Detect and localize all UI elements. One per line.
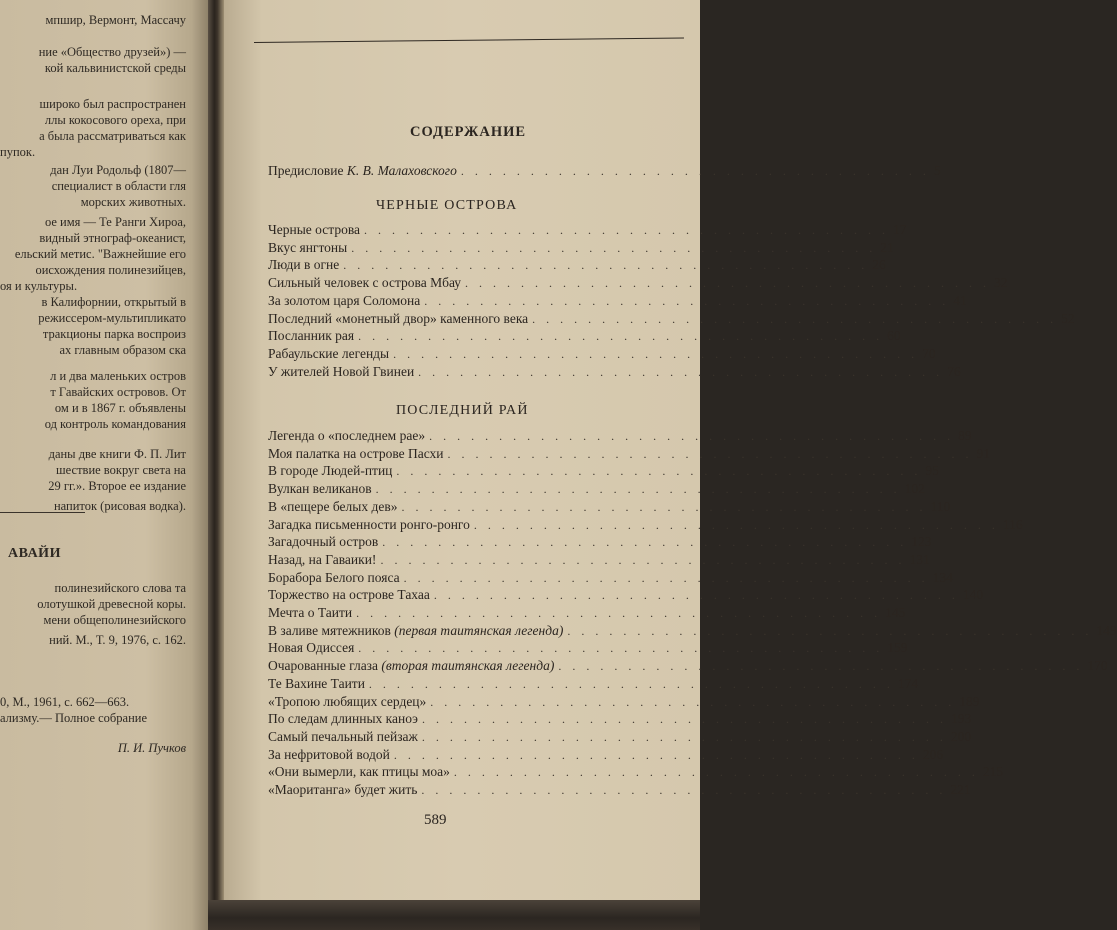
toc-entry (268, 481, 925, 498)
text-line: полинезийского слова та (54, 581, 186, 595)
leader-dots: . . . . . . . . . . . . . . . . . . . . . . . . . . . . . . . . . . . . . . (567, 623, 1093, 638)
toc-entry-title (268, 428, 425, 444)
page-number: 589 (424, 812, 447, 828)
toc-entry-text: За золотом царя Соломона (268, 292, 421, 308)
toc-entry-title (268, 293, 420, 309)
toc-entry-page: 145 (885, 605, 906, 620)
toc-entry-page: 221 (950, 782, 971, 797)
leader-dots: . . . . . . . . . . . . . . . . . . . . . . . . . . . . . . . . . . . . . . (401, 499, 927, 514)
toc-entry (268, 711, 972, 728)
leader-dots: . . . . . . . . . . . . . . . . . . . . . . . . . . . . . . . . . . . . . . (447, 446, 973, 461)
toc-entry (268, 534, 932, 551)
toc-entry (268, 428, 972, 445)
toc-entry-text: Борабора Белого пояса (268, 569, 400, 585)
toc-entry-page: 159 (887, 640, 908, 656)
toc-entry-title (268, 346, 389, 362)
leader-dots: . . . . . . . . . . . . . . . . . . . . . . . . . . . . . . . . . . . . . . (393, 747, 919, 762)
author-signature: П. И. Пучков (117, 741, 186, 755)
toc-entry-title (268, 676, 365, 692)
toc-entry-title (268, 570, 400, 586)
toc-entry-page: 26 (872, 257, 886, 273)
leader-dots: . . . . . . . . . . . . . . . . . . . . . . . . . . . . . . . . . . . . . . (343, 258, 869, 273)
toc-entry-page: 206 (922, 746, 944, 762)
book-cover-edge (208, 900, 700, 930)
toc-entry-text: Мечта о Таити (268, 605, 353, 620)
section-heading: АВАЙИ (8, 546, 61, 561)
toc-entry (268, 728, 972, 746)
toc-entry-page: 140 (962, 587, 984, 603)
toc-entry (268, 310, 1075, 328)
leader-dots: . . . . . . . . . . . . . . . . . . . . . . . . . . . . . . . . . . . . . . (368, 676, 894, 691)
toc-entry-page: 76 (947, 363, 961, 379)
toc-entry-title (268, 782, 417, 798)
section-title-last-paradise: ПОСЛЕДНИЙ РАЙ (396, 403, 529, 418)
text-line: ние «Общество друзей») — (38, 45, 186, 59)
toc-entry-page: 89 (958, 428, 972, 443)
text-line: ельский метис. "Важнейшие его (14, 247, 186, 261)
toc-entry-title (268, 517, 470, 533)
right-page (224, 0, 1117, 900)
toc-entry-text: «Тропою любящих сердец» (268, 693, 427, 709)
text-line: кой кальвинистской среды (44, 61, 186, 75)
leader-dots: . . . . . . . . . . . . . . . . . . . . . . . . . . . . . . . . . . . . . . (351, 240, 877, 255)
toc-entry-page: 17 (893, 222, 907, 237)
text-line: ое имя — Те Ранги Хироа, (44, 215, 186, 229)
leader-dots: . . . . . . . . . . . . . . . . . . . . . . . . . . . . . . . . . . . . . . (364, 223, 890, 237)
toc-entry-title (268, 640, 354, 656)
toc-entry (268, 498, 951, 516)
text-line: тракционы парка воспроиз (42, 327, 186, 341)
leader-dots: . . . . . . . . . . . . . . . . . . . . . . . . . . . . . . . . . . . . . . (473, 517, 999, 532)
left-page (0, 0, 208, 930)
toc-entry-title (268, 587, 430, 603)
leader-dots: . . . . . . . . . . . . . . . . . . . . . . . . . . . . . . . . . . . . . . (465, 276, 991, 291)
toc-entry (268, 587, 984, 604)
leader-dots: . . . . . . . . . . . . . . . . . . . . . . . . . . . . . . . . . . . . . . (418, 364, 944, 379)
toc-entry (268, 658, 1108, 675)
toc-entry-text: Легенда о «последнем рае» (268, 428, 426, 443)
toc-entry (268, 292, 967, 310)
toc-entry-title (268, 275, 461, 291)
leader-dots: . . . . . . . . . . . . . . . . . . . . . . . . . . . . . . . . . . . . . . (382, 535, 908, 550)
toc-entry-title (268, 552, 376, 568)
text-line: шествие вокруг света на (56, 463, 186, 477)
toc-entry-text: Загадочный остров (268, 534, 379, 550)
section-title-black-islands: ЧЕРНЫЕ ОСТРОВА (376, 198, 518, 213)
toc-entry-page: 189 (959, 693, 980, 709)
toc-entry (268, 640, 908, 657)
toc-entry (268, 445, 991, 463)
toc-entry-text: Назад, на Гаваики! (268, 551, 377, 567)
toc-entry-page: 170 (1087, 658, 1108, 674)
toc-entry-page: 215 (982, 764, 1004, 780)
toc-entry (268, 675, 919, 693)
leader-dots: . . . . . . . . . . . . . . . . . . . . . . . . . . . . . . . . . . . . . . (433, 588, 959, 603)
toc-entry-title: Предисловие К. В. Малаховского (268, 163, 457, 178)
text-line: оя и культуры. (0, 279, 78, 293)
toc-entry (268, 239, 894, 257)
toc-title: СОДЕРЖАНИЕ (410, 124, 527, 140)
toc-entry-title (268, 605, 352, 621)
toc-entry-page: 70 (922, 345, 936, 361)
toc-entry-text: По следам длинных каноэ (268, 711, 418, 727)
toc-entry-title (268, 240, 347, 256)
text-line: олотушкой древесной коры. (37, 597, 186, 611)
toc-entry-text: Сильный человек с острова Мбау (268, 275, 462, 291)
text-line: пупок. (0, 145, 36, 159)
toc-entry-page: 21 (880, 239, 894, 255)
toc-entry-text: «Они вымерли, как птицы моа» (268, 764, 450, 780)
toc-entry-page: 41 (953, 292, 967, 308)
toc-entry-page: 102 (904, 481, 925, 497)
toc-entry-title (268, 623, 563, 639)
leader-dots: . . . . . . . . . . . . . . . . . . . . . . . . . . . . . . . . . . . . . . (421, 783, 947, 797)
toc-entry-text: Вкус янгтоны (268, 239, 348, 255)
toc-entry (268, 605, 906, 622)
toc-entry-page: 131 (909, 551, 930, 567)
toc-entry-text: Загадка письменности ронго-ронго (268, 516, 470, 532)
toc-entry-text: Рабаульские легенды (268, 345, 390, 361)
leader-dots: . . . . . . . . . . . . . . . . . . . . . . . . . . . . . . . . . . . . . . (430, 694, 956, 709)
toc-entry-text: Моя палатка на острове Пасхи (268, 445, 444, 461)
toc-entry-title (268, 481, 372, 497)
toc-entry (268, 363, 961, 381)
toc-entry-text: Новая Одиссея (268, 640, 355, 656)
toc-entry (268, 551, 930, 569)
toc-entry-title (268, 658, 554, 674)
toc-entry-text: Посланник рая (268, 328, 355, 344)
toc-entry-page: 95 (925, 463, 939, 479)
toc-entry (268, 782, 971, 799)
toc-entry (268, 345, 936, 363)
text-line: ллы кокосового ореха, при (44, 113, 186, 127)
toc-entry (268, 764, 1004, 781)
toc-entry-page: 52 (1061, 310, 1075, 326)
text-line: ах главным образом ска (59, 343, 186, 357)
text-line: 29 гг.». Второе ее издание (48, 479, 186, 493)
toc-entry-page: 60 (887, 328, 901, 344)
toc-entry-page: 174 (897, 675, 919, 691)
toc-entry-title (268, 463, 392, 479)
toc-entry-text: В городе Людей-птиц (268, 463, 393, 479)
leader-dots: . . . . . . . . . . . . . . . . . . . . . . . . . . . . . . . . . . . . . . (421, 712, 947, 727)
text-line: а была рассматриваться как (39, 129, 186, 143)
text-line: ний. М., Т. 9, 1976, с. 162. (49, 633, 186, 647)
toc-entry-page: 32 (994, 275, 1008, 291)
leader-dots: . . . . . . . . . . . . . . . . . . . . . . . . . . . . . . . . . . . . . . (424, 293, 950, 308)
toc-entry (268, 257, 886, 274)
toc-entry-preface (268, 163, 941, 180)
toc-entry-page: 123 (911, 534, 932, 550)
toc-entry-text: Торжество на острове Тахаа (268, 587, 430, 603)
toc-entry-page: 149 (1096, 622, 1117, 638)
toc-entry-text: У жителей Новой Гвинеи (268, 363, 415, 379)
toc-entry-text: В «пещере белых дев» (268, 498, 398, 514)
toc-entry-text: Самый печальный пейзаж (268, 728, 418, 744)
leader-dots: . . . . . . . . . . . . . . . . . . . . . . . . . . . . . . . . . . . . . . (453, 765, 979, 780)
toc-entry-title (268, 257, 339, 273)
toc-entry-text: За нефритовой водой (268, 746, 390, 762)
toc-entry-text: «Маоританга» будет жить (268, 782, 418, 797)
toc-entry (268, 222, 907, 239)
toc-entry (268, 693, 980, 711)
text-line: даны две книги Ф. П. Лит (48, 447, 186, 461)
text-line: дан Луи Родольф (1807— (50, 163, 186, 177)
toc-entry-text: Вулкан великанов (268, 481, 372, 497)
toc-entry-subtitle: (первая таитянская легенда) (394, 622, 564, 638)
leader-dots: . . . . . . . . . . . . . . . . . . . . . . . . . . . . . . . . . . . . . . (358, 641, 884, 656)
toc-entry-text: Последний «монетный двор» каменного века (268, 310, 529, 326)
toc-entry (268, 746, 944, 764)
text-line: ализму.— Полное собрание (0, 711, 148, 725)
leader-dots: . . . . . . . . . . . . . . . . . . . . . . . . . . . . . . . . . . . . . . (358, 329, 884, 344)
toc-entry-text: Люди в огне (268, 257, 340, 273)
leader-dots: . . . . . . . . . . . . . . . . . . . . . . . . . . . . . . . . . . . . . . (396, 464, 922, 479)
leader-dots: . . . . . . . . . . . . . . . . . . . . . . . . . . . . . . . . . . . . . . (558, 659, 1084, 674)
toc-entry (268, 463, 939, 480)
toc-entry-title (268, 311, 528, 327)
header-rule (254, 37, 684, 43)
toc-entry-text: В заливе мятежников (268, 622, 391, 638)
text-line: морских животных. (80, 195, 186, 209)
text-line: т Гавайских островов. От (50, 385, 186, 399)
toc-entry-title (268, 499, 397, 515)
text-line: широко был распространен (39, 97, 186, 111)
text-line: оисхождения полинезийцев, (35, 263, 186, 277)
toc-entry-title (268, 328, 354, 344)
toc-entry-title (268, 694, 426, 710)
toc-entry-text: Очарованные глаза (268, 658, 379, 674)
toc-entry (268, 516, 1023, 534)
toc-entry-page: 5 (933, 163, 941, 178)
toc-entry-page: 200 (950, 728, 972, 744)
toc-entry-page: 134 (932, 569, 953, 585)
toc-entry-title (268, 764, 450, 780)
toc-entry (268, 622, 1117, 640)
toc-entry-page: 110 (930, 498, 951, 514)
leader-dots: . . . . . . . . . . . . . . . . . . . . . . . . . . . . . . . . . . (460, 164, 930, 178)
text-line: специалист в области гля (51, 179, 186, 193)
text-line: напиток (рисовая водка). (53, 499, 186, 513)
toc-entry-title (268, 729, 418, 745)
text-line: 0, М., 1961, с. 662—663. (0, 695, 130, 709)
toc-entry-page: 91 (976, 445, 991, 461)
leader-dots: . . . . . . . . . . . . . . . . . . . . . . . . . . . . . . . . . . . . . . (356, 606, 882, 620)
toc-entry-text: Черные острова (268, 222, 361, 237)
text-line: од контроль командования (44, 417, 186, 431)
toc-entry-title (268, 222, 360, 238)
text-line: видный этнограф-океанист, (39, 231, 186, 245)
toc-entry-title (268, 364, 414, 380)
toc-entry-page: 193 (950, 711, 972, 727)
leader-dots: . . . . . . . . . . . . . . . . . . . . . . . . . . . . . . . . . . . . . . (532, 311, 1058, 326)
text-line: мени общеполинезийского (43, 613, 186, 627)
leader-dots: . . . . . . . . . . . . . . . . . . . . . . . . . . . . . . . . . . . . . . (380, 552, 906, 567)
toc-entry-text: Те Вахине Таити (268, 675, 365, 691)
text-line: режиссером-мультипликато (38, 311, 186, 325)
toc-entry (268, 275, 1008, 292)
leader-dots: . . . . . . . . . . . . . . . . . . . . . . . . . . . . . . . . . . . . . . (375, 482, 901, 497)
text-line: ом и в 1867 г. объявлены (54, 401, 186, 415)
toc-entry-subtitle: (вторая таитянская легенда) (381, 658, 555, 674)
toc-entry-page: 116 (1002, 516, 1023, 532)
leader-dots: . . . . . . . . . . . . . . . . . . . . . . . . . . . . . . . . . . . . . . (393, 346, 919, 361)
toc-entry-title (268, 446, 444, 462)
leader-dots: . . . . . . . . . . . . . . . . . . . . . . . . . . . . . . . . . . . . . . (403, 570, 929, 585)
text-line: мпшир, Вермонт, Массачу (45, 13, 186, 27)
book-gutter (208, 0, 224, 930)
toc-entry (268, 569, 953, 587)
toc-entry (268, 328, 901, 345)
text-line: в Калифорнии, открытый в (41, 295, 186, 309)
toc-entry-title (268, 711, 418, 727)
leader-dots: . . . . . . . . . . . . . . . . . . . . . . . . . . . . . . . . . . . . . . (429, 429, 955, 443)
toc-entry-title (268, 747, 390, 763)
text-line: л и два маленьких остров (50, 369, 186, 383)
toc-entry-title (268, 534, 378, 550)
leader-dots: . . . . . . . . . . . . . . . . . . . . . . . . . . . . . . . . . . . . . . (421, 729, 947, 744)
